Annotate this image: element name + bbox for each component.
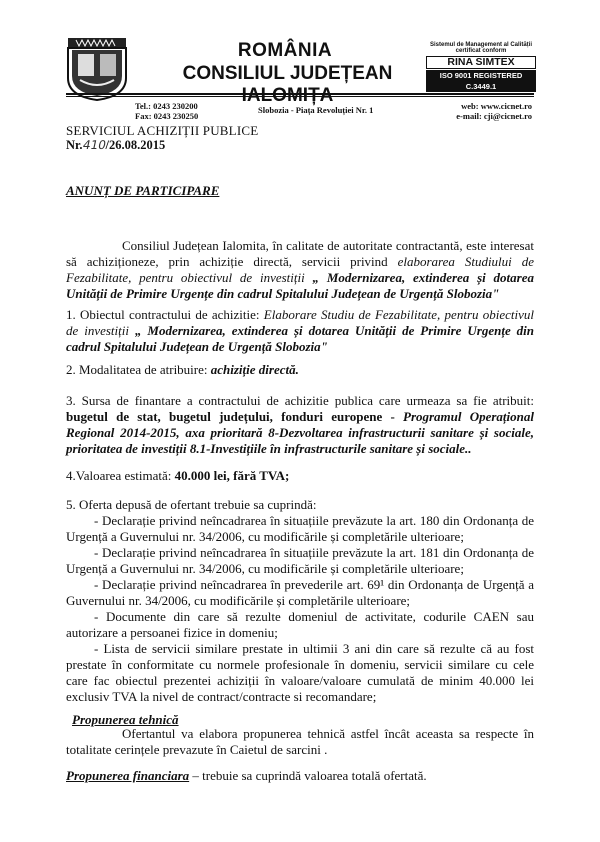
- fax: Fax: 0243 230250: [135, 111, 199, 121]
- section-funding: [66, 393, 534, 457]
- cert-brand: RINA SIMTEX: [426, 56, 536, 69]
- email: e-mail: cji@cicnet.ro: [456, 111, 532, 121]
- funding-program: Programul Operațional Regional 2014-2015, axa prioritară 8-Dezvoltarea infrastructurii sanitare și sociale, prioritatea de investiții 8.1-Investițiile în infrastructurile sanitare și sociale..: [66, 409, 535, 456]
- intro-project: „ Modernizarea, extinderea și dotarea Unității de Primire Urgențe din cadrul Spitalului Județean de Urgență Slobozia": [66, 270, 534, 301]
- list-item: - Declarație privind neîncadrarea în situațiile prevăzute la art. 180 din Ordonanța de Urgență a Guvernului nr. 34/2006, cu modificările și completările ulterioare;: [66, 513, 534, 544]
- phone-block: [135, 101, 198, 121]
- cert-registration: ISO 9001 REGISTERED C.3449.1: [426, 70, 536, 92]
- offer-intro: 5. Oferta depusă de ofertant trebuie sa cuprindă:: [66, 497, 317, 512]
- tel: Tel.: 0243 230200: [135, 101, 198, 111]
- tech-proposal-text: Ofertantul va elabora propunerea tehnică astfel încât aceasta sa respecte în totalitate cerințele prevazute în Caietul de sarcini .: [66, 726, 534, 757]
- value-amount: 40.000 lei, fără TVA;: [174, 468, 290, 483]
- quality-cert-badge: [426, 42, 536, 92]
- award-label: 2. Modalitatea de atribuire:: [66, 362, 211, 377]
- object-project: „ Modernizarea, extinderea și dotarea Unității de Primire Urgențe din cadrul Spitalului Județean de Urgență Slobozia": [66, 323, 534, 354]
- intro-paragraph: [66, 238, 534, 302]
- financial-proposal: [66, 768, 534, 784]
- nr-date: /26.08.2015: [105, 138, 166, 152]
- section-estimated-value: [66, 468, 534, 484]
- cert-line1: Sistemul de Management al Calității: [429, 42, 533, 48]
- web: web: www.cicnet.ro: [461, 101, 532, 111]
- financial-heading: Propunerea financiara: [66, 768, 190, 783]
- section-award-method: [66, 362, 534, 378]
- country-name: ROMÂNIA: [237, 40, 333, 61]
- web-block: [424, 101, 532, 121]
- object-label: 1. Obiectul contractului de achizitie:: [66, 307, 264, 322]
- nr-prefix: Nr.: [66, 138, 83, 152]
- header-divider: [66, 93, 534, 95]
- intro-object: elaborarea Studiului de Fezabilitate, pentru obiectivul de investiții: [66, 254, 534, 285]
- section-object: [66, 307, 534, 355]
- list-item: - Documente din care să rezulte domeniul de activitate, codurile CAEN sau autorizare a persoanei fizice in domeniu;: [66, 609, 534, 640]
- funding-sources: bugetul de stat, bugetul județului, fonduri europene -: [66, 409, 403, 424]
- financial-text: – trebuie sa cuprindă valoarea totală ofertată.: [189, 768, 427, 783]
- institution-name: CONSILIUL JUDEȚEAN IALOMIȚA: [182, 63, 393, 106]
- tech-proposal-heading: Propunerea tehnică: [72, 712, 179, 727]
- document-title: ANUNȚ DE PARTICIPARE: [66, 183, 220, 198]
- object-desc: Elaborare Studiu de Fezabilitate, pentru obiectivul de investiții: [66, 307, 535, 338]
- award-value: achiziție directă.: [210, 362, 299, 377]
- header-divider-thin: [66, 96, 534, 97]
- cert-line2: certificat conform: [455, 48, 507, 54]
- registration-number: [66, 138, 165, 152]
- list-item: - Declarație privind neîncadrarea în situațiile prevăzute la art. 181 din Ordonanța de Urgență a Guvernului nr. 34/2006, cu modificările și completările ulterioare;: [66, 545, 534, 576]
- value-label: 4.Valoarea estimată:: [66, 468, 175, 483]
- nr-handwritten: 410: [81, 138, 107, 152]
- intro-text: Consiliul Județean Ialomita, în calitate de autoritate contractantă, este interesat să achiziționeze, prin achiziție directă, servicii privind: [66, 238, 534, 269]
- list-item: - Lista de servicii similare prestate in ultimii 3 ani din care să rezulte că au fost prestate în conformitate cu normele profesionale în domeniu, servicii similare cu cele care fac obiectul prezentei achiziții în valoare/valoare cumulată de minim 40.000 lei exclusiv TVA la nivel de contract/contracte si recomandare;: [66, 641, 534, 704]
- list-item: - Declarație privind neîncadrarea în prevederile art. 69¹ din Ordonanța de Urgență a Guvernului nr. 34/2006, cu modificările și completările ulterioare;: [66, 577, 534, 608]
- department: SERVICIUL ACHIZIȚII PUBLICE: [66, 123, 259, 138]
- section-offer-contents: [66, 497, 534, 705]
- funding-label: 3. Sursa de finantare a contractului de achizitie publica care urmeaza sa fie atribuit:: [66, 393, 534, 408]
- address: Slobozia - Piața Revoluției Nr. 1: [258, 105, 374, 115]
